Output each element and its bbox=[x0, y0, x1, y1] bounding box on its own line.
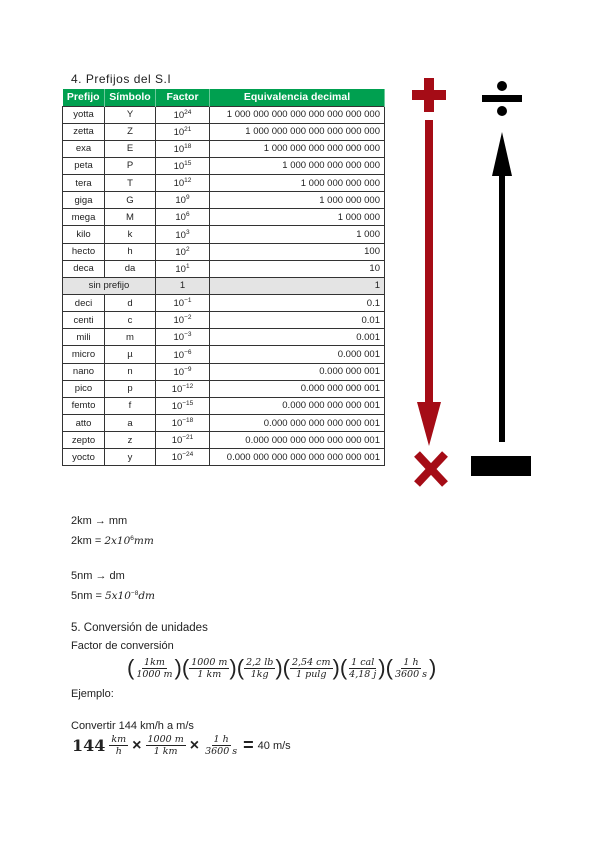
table-row bbox=[63, 346, 385, 363]
factor-exponent: 15 bbox=[184, 159, 192, 167]
factor-fraction bbox=[393, 657, 429, 680]
times-sign: × bbox=[189, 736, 200, 754]
table-row bbox=[63, 140, 385, 157]
table-row bbox=[63, 175, 385, 192]
cell-decimal: 0.01 bbox=[210, 312, 385, 329]
cell-factor bbox=[156, 415, 210, 432]
close-paren: ) bbox=[275, 655, 283, 680]
cell-factor bbox=[156, 175, 210, 192]
fraction-numerator: 1 cal bbox=[351, 656, 375, 668]
cell-decimal: 1 bbox=[210, 277, 385, 294]
cell-factor bbox=[156, 243, 210, 260]
cell-prefix: zepto bbox=[63, 432, 105, 449]
cell-decimal: 10 bbox=[210, 260, 385, 277]
cell-prefix: nano bbox=[63, 363, 105, 380]
cell-decimal: 0.000 000 000 001 bbox=[210, 380, 385, 397]
fraction-denominator: 3600 s bbox=[394, 668, 428, 680]
fraction-numerator: 1000 m bbox=[191, 656, 228, 668]
cell-factor bbox=[156, 449, 210, 466]
open-paren: ( bbox=[127, 655, 135, 680]
factor-base: 10 bbox=[173, 349, 185, 361]
minus-icon bbox=[471, 456, 531, 476]
example1-line2 bbox=[71, 535, 154, 547]
factor-base: 10 bbox=[173, 143, 185, 155]
column-header-prefijo: Prefijo bbox=[63, 89, 105, 106]
cell-decimal: 0.000 000 000 000 001 bbox=[210, 397, 385, 414]
factor-base: 10 bbox=[175, 229, 186, 241]
cell-factor: 1 bbox=[156, 277, 210, 294]
cell-symbol: d bbox=[105, 295, 156, 312]
cell-prefix: peta bbox=[63, 157, 105, 174]
table-row bbox=[63, 329, 385, 346]
cell-symbol: Y bbox=[105, 106, 156, 123]
cell-factor bbox=[156, 380, 210, 397]
calc-result: 40 m/s bbox=[257, 739, 291, 752]
table-row bbox=[63, 295, 385, 312]
factor-label: Factor de conversión bbox=[71, 640, 174, 652]
fraction-denominator: 1kg bbox=[250, 668, 269, 680]
conversion-factor bbox=[385, 655, 437, 680]
example2-expr: 5x10 bbox=[104, 590, 131, 602]
factor-exponent: −2 bbox=[184, 314, 192, 322]
table-row bbox=[63, 260, 385, 277]
example-label: Ejemplo: bbox=[71, 688, 114, 700]
column-header-factor: Factor bbox=[156, 89, 210, 106]
cell-decimal: 1 000 000 bbox=[210, 209, 385, 226]
open-paren: ( bbox=[236, 655, 245, 680]
down-arrow bbox=[417, 120, 441, 446]
fraction-numerator: 1km bbox=[144, 656, 165, 668]
table-row bbox=[63, 380, 385, 397]
cell-prefix: mega bbox=[63, 209, 105, 226]
cell-symbol: P bbox=[105, 157, 156, 174]
cell-decimal: 1 000 000 000 000 000 000 bbox=[210, 140, 385, 157]
cell-decimal: 0.1 bbox=[210, 295, 385, 312]
table-row bbox=[63, 415, 385, 432]
open-paren: ( bbox=[339, 655, 348, 680]
fraction-denominator: 1000 m bbox=[136, 668, 173, 680]
cell-factor bbox=[156, 397, 210, 414]
factor-fraction bbox=[347, 657, 378, 680]
factor-exponent: 24 bbox=[184, 108, 192, 116]
cell-factor bbox=[156, 329, 210, 346]
section-title-prefijos: 4. Prefijos del S.I bbox=[71, 72, 172, 86]
open-paren: ( bbox=[282, 655, 290, 680]
cell-symbol: Z bbox=[105, 123, 156, 140]
cell-decimal: 0.000 000 000 000 000 000 001 bbox=[210, 432, 385, 449]
factor-fraction bbox=[134, 657, 174, 680]
factor-base: 10 bbox=[175, 195, 186, 207]
table-row bbox=[63, 157, 385, 174]
factor-base: 10 bbox=[175, 263, 186, 275]
cell-factor bbox=[156, 346, 210, 363]
cell-symbol: E bbox=[105, 140, 156, 157]
column-header-equivalencia: Equivalencia decimal bbox=[210, 89, 385, 106]
conversion-factor bbox=[339, 655, 386, 680]
open-paren: ( bbox=[385, 655, 393, 680]
si-prefixes-table bbox=[62, 89, 385, 466]
open-paren: ( bbox=[181, 655, 190, 680]
conversion-factor bbox=[282, 655, 340, 680]
plus-icon bbox=[412, 78, 446, 112]
fraction-numerator: 1 h bbox=[403, 656, 419, 668]
cell-prefix: giga bbox=[63, 192, 105, 209]
cell-prefix: zetta bbox=[63, 123, 105, 140]
cell-prefix: exa bbox=[63, 140, 105, 157]
table-row bbox=[63, 192, 385, 209]
fraction-denominator: h bbox=[115, 746, 122, 757]
factor-fraction bbox=[189, 657, 229, 680]
factor-exponent: −3 bbox=[184, 331, 192, 339]
cell-prefix: micro bbox=[63, 346, 105, 363]
cell-factor bbox=[156, 123, 210, 140]
table-row bbox=[63, 277, 385, 294]
arrows-diagram bbox=[408, 76, 542, 492]
factor-base: 10 bbox=[173, 332, 185, 344]
fraction-denominator: 3600 s bbox=[205, 746, 238, 757]
cell-decimal: 1 000 000 000 bbox=[210, 192, 385, 209]
example2-line2 bbox=[71, 590, 155, 602]
cell-symbol: n bbox=[105, 363, 156, 380]
cell-symbol: M bbox=[105, 209, 156, 226]
factor-exponent: −1 bbox=[184, 297, 192, 305]
cell-prefix: yotta bbox=[63, 106, 105, 123]
factor-base: 10 bbox=[171, 452, 183, 464]
conversion-factor bbox=[236, 655, 283, 680]
times-sign: × bbox=[132, 736, 142, 754]
example1-line1: 2km → mm bbox=[71, 515, 128, 527]
calc-fraction-h-s bbox=[203, 734, 239, 757]
cell-prefix: tera bbox=[63, 175, 105, 192]
cell-decimal: 0.000 000 001 bbox=[210, 363, 385, 380]
fraction-numerator: 1000 m bbox=[147, 734, 184, 745]
table-row bbox=[63, 209, 385, 226]
factor-base: 10 bbox=[173, 178, 185, 190]
factor-exponent: 9 bbox=[185, 194, 190, 202]
cell-symbol: T bbox=[105, 175, 156, 192]
factor-exponent: −24 bbox=[182, 451, 194, 459]
example2-line1: 5nm → dm bbox=[71, 570, 125, 582]
factor-exponent: 2 bbox=[185, 245, 190, 253]
close-paren: ) bbox=[378, 655, 386, 680]
table-row bbox=[63, 226, 385, 243]
factor-base: 10 bbox=[171, 400, 183, 412]
column-header-simbolo: Símbolo bbox=[105, 89, 156, 106]
example2-exp: −8 bbox=[130, 590, 139, 597]
factor-base: 10 bbox=[171, 418, 183, 430]
factor-base: 10 bbox=[173, 298, 185, 310]
table-row bbox=[63, 363, 385, 380]
table-row bbox=[63, 432, 385, 449]
fraction-denominator: 1 km bbox=[153, 746, 178, 757]
cell-factor bbox=[156, 432, 210, 449]
cell-prefix: yocto bbox=[63, 449, 105, 466]
convert-text: Convertir 144 km/h a m/s bbox=[71, 720, 194, 732]
factor-base: 10 bbox=[173, 160, 185, 172]
example1-unit: mm bbox=[133, 535, 154, 547]
cell-symbol: m bbox=[105, 329, 156, 346]
factor-base: 10 bbox=[173, 126, 185, 138]
cell-decimal: 1 000 000 000 000 000 bbox=[210, 157, 385, 174]
cell-symbol: µ bbox=[105, 346, 156, 363]
factor-exponent: −18 bbox=[182, 417, 194, 425]
factor-base: 10 bbox=[173, 109, 185, 121]
fraction-denominator: 1 pulg bbox=[296, 668, 327, 680]
factor-exponent: 1 bbox=[185, 262, 190, 270]
factor-base: 10 bbox=[175, 212, 186, 224]
example2-lhs: 5nm = bbox=[71, 590, 105, 602]
example2-unit: dm bbox=[138, 590, 156, 602]
example1-expr: 2x10 bbox=[104, 535, 131, 547]
factor-exponent: 21 bbox=[184, 125, 192, 133]
cell-symbol: G bbox=[105, 192, 156, 209]
conversion-calculation bbox=[72, 734, 291, 757]
cell-prefix: hecto bbox=[63, 243, 105, 260]
cell-prefix: deca bbox=[63, 260, 105, 277]
cell-prefix: kilo bbox=[63, 226, 105, 243]
conversion-factor bbox=[127, 655, 182, 680]
cell-symbol: c bbox=[105, 312, 156, 329]
factor-exponent: −15 bbox=[182, 399, 194, 407]
cell-prefix: sin prefijo bbox=[63, 277, 156, 294]
fraction-numerator: 1 h bbox=[213, 734, 229, 745]
table-row bbox=[63, 243, 385, 260]
cell-factor bbox=[156, 192, 210, 209]
factor-base: 10 bbox=[173, 315, 185, 327]
fraction-denominator: 4,18 j bbox=[349, 668, 377, 680]
conversion-factor bbox=[181, 655, 237, 680]
factor-exponent: −21 bbox=[182, 434, 194, 442]
cell-factor bbox=[156, 157, 210, 174]
cell-symbol: f bbox=[105, 397, 156, 414]
close-paren: ) bbox=[429, 655, 437, 680]
conversion-factors bbox=[127, 655, 436, 681]
cell-prefix: mili bbox=[63, 329, 105, 346]
cell-decimal: 100 bbox=[210, 243, 385, 260]
cell-factor bbox=[156, 260, 210, 277]
cell-decimal: 0.001 bbox=[210, 329, 385, 346]
fraction-numerator: 2,54 cm bbox=[291, 656, 331, 668]
factor-exponent: 3 bbox=[185, 228, 190, 236]
factor-fraction bbox=[290, 657, 333, 680]
cell-prefix: femto bbox=[63, 397, 105, 414]
multiply-icon bbox=[417, 454, 445, 484]
cell-symbol: a bbox=[105, 415, 156, 432]
cell-decimal: 0.000 001 bbox=[210, 346, 385, 363]
calc-fraction-m-km bbox=[146, 734, 186, 757]
calc-fraction-kmh bbox=[109, 734, 128, 757]
close-paren: ) bbox=[174, 655, 182, 680]
section-title-conversion: 5. Conversión de unidades bbox=[71, 622, 208, 634]
factor-exponent: 6 bbox=[185, 211, 190, 219]
cell-factor bbox=[156, 226, 210, 243]
cell-factor bbox=[156, 312, 210, 329]
cell-decimal: 1 000 000 000 000 000 000 000 bbox=[210, 123, 385, 140]
cell-symbol: h bbox=[105, 243, 156, 260]
table-row bbox=[63, 449, 385, 466]
cell-decimal: 1 000 000 000 000 000 000 000 000 bbox=[210, 106, 385, 123]
cell-decimal: 0.000 000 000 000 000 001 bbox=[210, 415, 385, 432]
factor-exponent: 12 bbox=[184, 177, 192, 185]
cell-decimal: 0.000 000 000 000 000 000 000 001 bbox=[210, 449, 385, 466]
cell-factor bbox=[156, 140, 210, 157]
divide-icon bbox=[482, 81, 522, 116]
table-header-row bbox=[63, 89, 385, 106]
factor-exponent: 18 bbox=[184, 142, 192, 150]
table-row bbox=[63, 397, 385, 414]
fraction-numerator: 2,2 lb bbox=[246, 656, 274, 668]
factor-base: 10 bbox=[173, 366, 185, 378]
factor-fraction bbox=[244, 657, 275, 680]
example1-exp: 6 bbox=[130, 535, 134, 542]
cell-factor bbox=[156, 295, 210, 312]
cell-factor bbox=[156, 209, 210, 226]
cell-symbol: da bbox=[105, 260, 156, 277]
table-row bbox=[63, 312, 385, 329]
cell-symbol: k bbox=[105, 226, 156, 243]
close-paren: ) bbox=[332, 655, 340, 680]
calc-value: 144 bbox=[72, 736, 106, 755]
cell-prefix: centi bbox=[63, 312, 105, 329]
table-row bbox=[63, 106, 385, 123]
example1-lhs: 2km = bbox=[71, 535, 105, 547]
cell-prefix: atto bbox=[63, 415, 105, 432]
cell-symbol: y bbox=[105, 449, 156, 466]
cell-symbol: p bbox=[105, 380, 156, 397]
cell-symbol: z bbox=[105, 432, 156, 449]
equals-sign: = bbox=[243, 735, 254, 755]
up-arrow bbox=[492, 132, 512, 442]
factor-exponent: −12 bbox=[182, 382, 194, 390]
factor-base: 10 bbox=[171, 383, 183, 395]
cell-decimal: 1 000 bbox=[210, 226, 385, 243]
cell-prefix: pico bbox=[63, 380, 105, 397]
cell-prefix: deci bbox=[63, 295, 105, 312]
factor-exponent: −6 bbox=[184, 348, 192, 356]
cell-decimal: 1 000 000 000 000 bbox=[210, 175, 385, 192]
fraction-numerator: km bbox=[111, 734, 127, 745]
close-paren: ) bbox=[229, 655, 237, 680]
factor-exponent: −9 bbox=[184, 365, 192, 373]
table-row bbox=[63, 123, 385, 140]
fraction-denominator: 1 km bbox=[197, 668, 222, 680]
factor-base: 10 bbox=[175, 246, 186, 258]
factor-base: 10 bbox=[171, 435, 183, 447]
table-body bbox=[63, 106, 385, 466]
cell-factor bbox=[156, 363, 210, 380]
cell-factor bbox=[156, 106, 210, 123]
